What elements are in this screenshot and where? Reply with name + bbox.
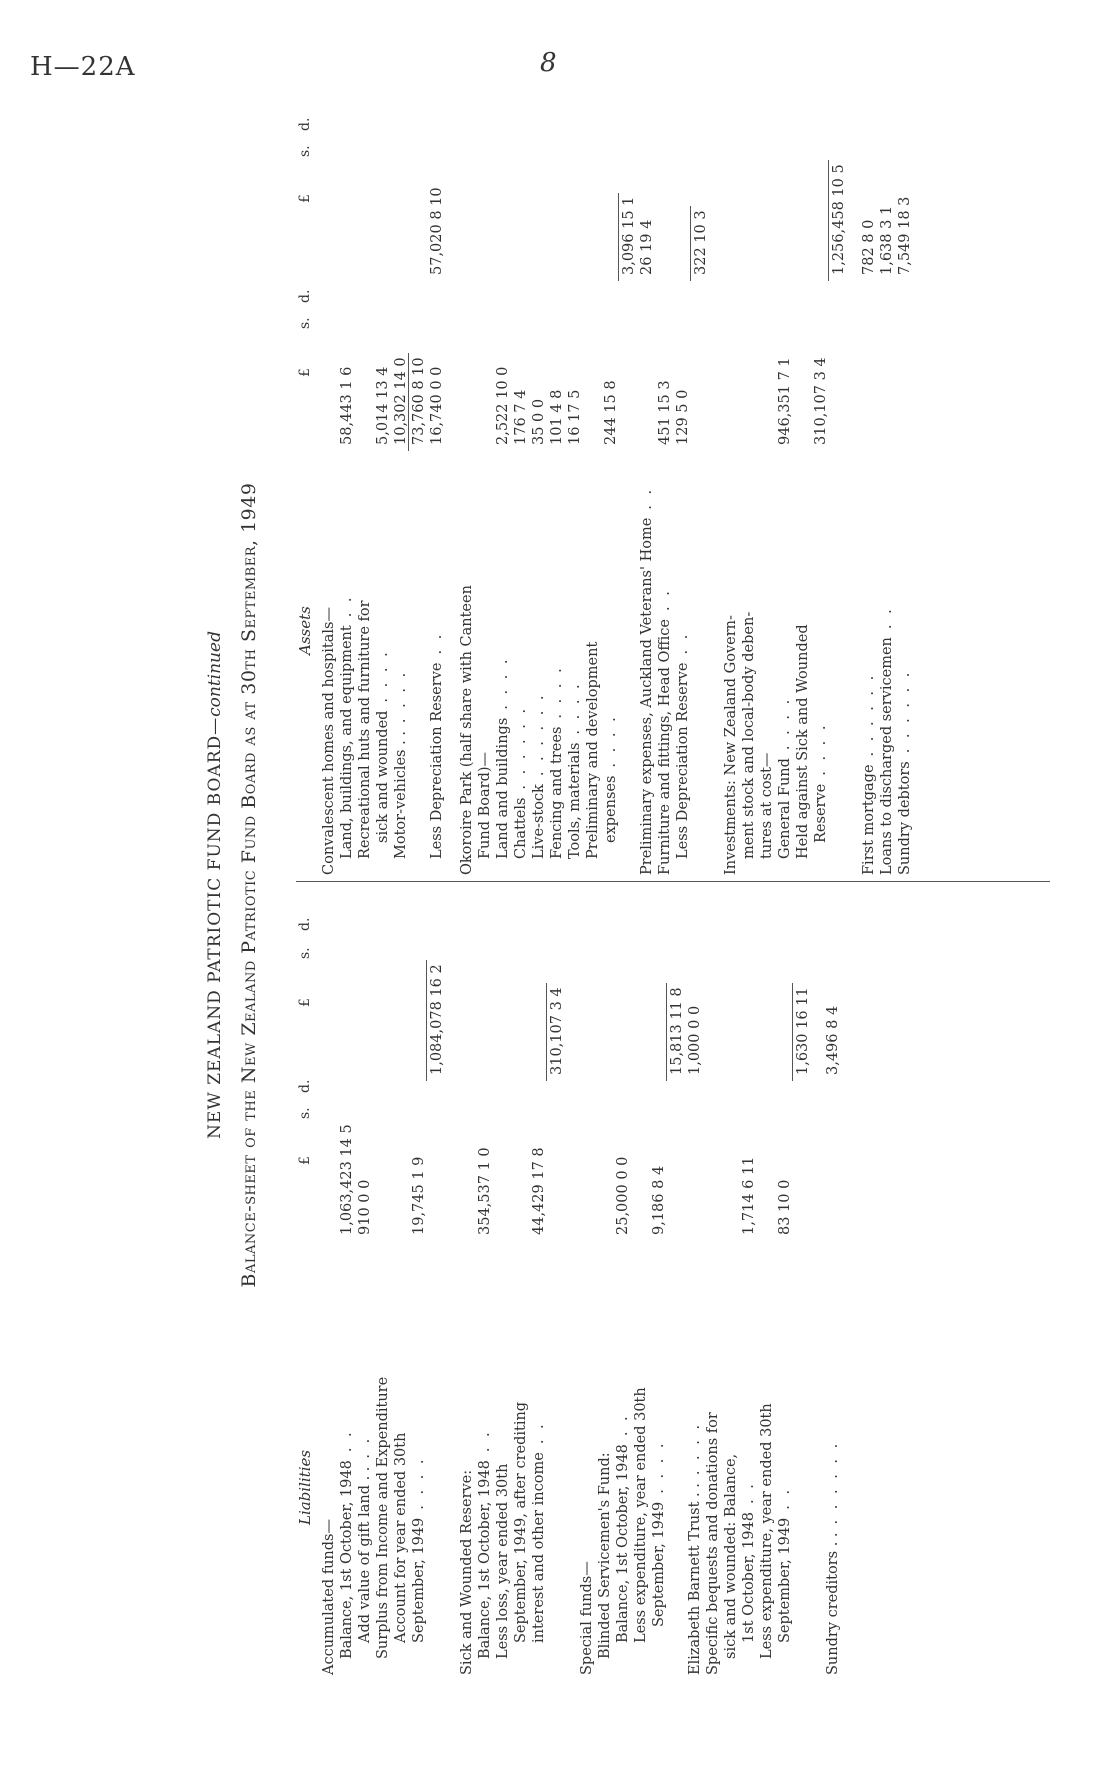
ledger-row bbox=[320, 95, 338, 875]
leader-dots: . . bbox=[639, 486, 655, 510]
row-label: Less Depreciation Reserve bbox=[429, 662, 445, 859]
row-label: Reserve bbox=[813, 783, 829, 843]
inner-amount: 16 17 5 bbox=[567, 389, 583, 445]
outer-amount: 7,549 18 3 bbox=[897, 196, 913, 275]
leader-dots: . . bbox=[477, 1429, 493, 1453]
outer-pence-head: d. bbox=[297, 917, 313, 931]
leader-dots: . . bbox=[879, 606, 895, 630]
outer-shillings-head: s. bbox=[297, 145, 313, 157]
ledger-row bbox=[374, 889, 392, 1675]
ledger-row bbox=[494, 889, 512, 1675]
ledger-row bbox=[356, 889, 374, 1675]
leader-dots: . . . . bbox=[393, 669, 409, 724]
leader-dots: . . . . bbox=[813, 722, 829, 776]
row-label: September, 1949 bbox=[777, 1517, 793, 1643]
inner-amount: 83 10 0 bbox=[777, 1179, 793, 1235]
leader-dots: . . . . bbox=[411, 1456, 427, 1510]
row-label: interest and other income bbox=[531, 1452, 547, 1643]
row-label: Balance, 1st October, 1948 bbox=[615, 1444, 631, 1643]
inner-amount: 310,107 3 4 bbox=[813, 357, 829, 445]
row-label: First mortgage bbox=[861, 764, 877, 875]
ledger-row bbox=[512, 889, 530, 1675]
leader-dots: . . . . bbox=[375, 649, 391, 703]
ledger-row bbox=[722, 95, 740, 875]
inner-amount: 5,014 13 4 bbox=[375, 366, 391, 445]
ledger-row bbox=[824, 889, 842, 1675]
row-label: Special funds— bbox=[579, 1561, 595, 1675]
sheet-title: Balance-sheet of the New Zealand Patriotic Fund Board as at 30th September, 1949 bbox=[238, 482, 260, 1288]
row-label: sick and wounded: Balance, bbox=[723, 1453, 739, 1659]
inner-amount: 16,740 0 0 bbox=[429, 366, 445, 445]
leader-dots: . . . . bbox=[567, 681, 583, 735]
ledger-row bbox=[410, 95, 428, 875]
ledger-row bbox=[584, 95, 602, 875]
row-label: Fencing and trees bbox=[549, 726, 565, 859]
inner-amount: 354,537 1 0 bbox=[477, 1147, 493, 1235]
ledger-row bbox=[704, 889, 722, 1675]
row-label: Blinded Servicemen's Fund: bbox=[597, 1452, 613, 1659]
ledger-row bbox=[686, 889, 704, 1675]
row-label: Recreational huts and furniture for bbox=[357, 600, 373, 859]
row-label: 1st October, 1948 bbox=[741, 1512, 757, 1643]
row-label: Preliminary expenses, Auckland Veterans' Home bbox=[639, 517, 655, 875]
inner-amount: 25,000 0 0 bbox=[615, 1156, 631, 1235]
row-label: sick and wounded bbox=[375, 710, 391, 843]
ledger-row bbox=[320, 889, 338, 1675]
row-label: Accumulated funds— bbox=[321, 1519, 337, 1675]
leader-dots: . . bbox=[339, 1429, 355, 1453]
liabilities-heading: Liabilities bbox=[296, 1449, 314, 1525]
row-label: Sundry creditors . . bbox=[825, 1532, 841, 1675]
ledger-row bbox=[668, 889, 686, 1675]
ledger-row bbox=[740, 889, 758, 1675]
row-label: Account for year ended 30th bbox=[393, 1432, 409, 1643]
ledger-row bbox=[428, 889, 446, 1675]
outer-amount: 3,496 8 4 bbox=[825, 1005, 841, 1075]
leader-dots: . . bbox=[675, 631, 691, 655]
ledger-row bbox=[878, 95, 896, 875]
row-label: Specific bequests and donations for bbox=[705, 1412, 721, 1675]
outer-amount: 26 19 4 bbox=[639, 219, 655, 275]
inner-shillings-head: s. bbox=[297, 317, 313, 329]
outer-pound-head: £ bbox=[297, 194, 313, 203]
ledger-row bbox=[620, 95, 638, 875]
ledger-row bbox=[638, 95, 656, 875]
outer-amount: 1,638 3 1 bbox=[879, 205, 895, 275]
ledger-row bbox=[896, 95, 914, 875]
leader-dots: . . . . bbox=[549, 665, 565, 719]
row-label: tures at cost— bbox=[759, 752, 775, 859]
outer-amount: 310,107 3 4 bbox=[549, 987, 565, 1075]
row-label: Fund Board)— bbox=[477, 751, 493, 859]
row-label: General Fund bbox=[777, 758, 793, 859]
ledger-row bbox=[722, 889, 740, 1675]
row-label: September, 1949 bbox=[651, 1501, 667, 1627]
row-label: September, 1949, after crediting bbox=[513, 1401, 529, 1643]
leader-dots: . . bbox=[777, 1486, 793, 1510]
row-label: Land and buildings bbox=[495, 717, 511, 859]
leader-dots: . . bbox=[357, 1435, 373, 1459]
outer-amount: 1,630 16 11 bbox=[795, 987, 811, 1075]
row-label: Convalescent homes and hospitals— bbox=[321, 607, 337, 875]
page-reference: H—22A bbox=[30, 52, 136, 82]
leader-dots: . . bbox=[657, 588, 673, 611]
liabilities-rows bbox=[320, 889, 842, 1675]
inner-amount: 44,429 17 8 bbox=[531, 1147, 547, 1235]
row-label: Sick and Wounded Reserve: bbox=[459, 1469, 475, 1675]
ledger-row bbox=[548, 95, 566, 875]
row-label: Chattels bbox=[513, 797, 529, 859]
inner-amount: 101 4 8 bbox=[549, 389, 565, 445]
ledger-row bbox=[338, 95, 356, 875]
ledger-row bbox=[794, 889, 812, 1675]
ledger-row bbox=[566, 95, 584, 875]
inner-shillings-head: s. bbox=[297, 1107, 313, 1119]
outer-amount: 15,813 11 8 bbox=[669, 987, 685, 1075]
row-label: Live-stock bbox=[531, 784, 547, 859]
ledger-row bbox=[428, 95, 446, 875]
inner-amount: 129 5 0 bbox=[675, 389, 691, 445]
outer-pound-head: £ bbox=[297, 998, 313, 1007]
ledger-row bbox=[758, 889, 776, 1675]
row-label: Held against Sick and Wounded bbox=[795, 624, 811, 859]
leader-dots: . . bbox=[429, 631, 445, 655]
ledger-row bbox=[476, 889, 494, 1675]
leader-dots: . . . . . . bbox=[513, 705, 529, 790]
leader-dots: . . bbox=[531, 1421, 547, 1445]
leader-dots: . . . . bbox=[651, 1440, 667, 1494]
inner-amount: 73,760 8 10 bbox=[411, 357, 427, 445]
leader-dots: . . . . bbox=[495, 656, 511, 710]
ledger-row bbox=[494, 95, 512, 875]
inner-pound-head: £ bbox=[297, 368, 313, 377]
ledger-row bbox=[692, 95, 710, 875]
page-number: 8 bbox=[540, 48, 557, 78]
liabilities-header bbox=[296, 889, 320, 1675]
ledger-row bbox=[476, 95, 494, 875]
ledger-row bbox=[548, 889, 566, 1675]
assets-section bbox=[296, 95, 1060, 875]
leader-dots: . . . . bbox=[603, 714, 619, 768]
ledger-row bbox=[512, 95, 530, 875]
ledger-row bbox=[860, 95, 878, 875]
inner-amount: 35 0 0 bbox=[531, 398, 547, 445]
ledger-row bbox=[374, 95, 392, 875]
money-column-heads bbox=[296, 95, 318, 875]
ledger-row bbox=[614, 889, 632, 1675]
inner-amount: 176 7 4 bbox=[513, 389, 529, 445]
ledger-row bbox=[578, 889, 596, 1675]
ledger-row bbox=[458, 889, 476, 1675]
inner-amount: 19,745 1 9 bbox=[411, 1156, 427, 1235]
row-label: September, 1949 bbox=[411, 1517, 427, 1643]
row-label: Tools, materials bbox=[567, 742, 583, 859]
ledger-row bbox=[530, 95, 548, 875]
inner-pound-head: £ bbox=[297, 1156, 313, 1165]
row-label: Surplus from Income and Expenditure bbox=[375, 1376, 391, 1659]
row-label: expenses bbox=[603, 775, 619, 843]
row-label: Balance, 1st October, 1948 bbox=[477, 1460, 493, 1659]
outer-amount: 57,020 8 10 bbox=[429, 187, 445, 275]
board-title: NEW ZEALAND PATRIOTIC FUND BOARD—continued bbox=[205, 631, 225, 1139]
ledger-row bbox=[656, 95, 674, 875]
outer-amount: 322 10 3 bbox=[693, 210, 709, 275]
leader-dots: . . bbox=[741, 1481, 757, 1504]
assets-heading: Assets bbox=[296, 606, 314, 655]
row-label: Less loss, year ended 30th bbox=[495, 1463, 511, 1659]
inner-amount: 58,443 1 6 bbox=[339, 366, 355, 445]
row-label: Balance, 1st October, 1948 bbox=[339, 1460, 355, 1659]
leader-dots: . . bbox=[339, 594, 355, 618]
assets-header bbox=[296, 95, 320, 875]
inner-amount: 10,302 14 0 bbox=[393, 357, 409, 445]
money-column-heads bbox=[296, 889, 318, 1675]
ledger-row bbox=[740, 95, 758, 875]
inner-amount: 2,522 10 0 bbox=[495, 366, 511, 445]
row-label: Less expenditure, year ended 30th bbox=[633, 1387, 649, 1643]
ledger-row bbox=[392, 95, 410, 875]
ledger-row bbox=[458, 95, 476, 875]
outer-amount: 3,096 15 1 bbox=[621, 196, 637, 275]
row-label: Furniture and fittings, Head Office bbox=[657, 618, 673, 875]
row-label: Okoroire Park (half share with Canteen bbox=[459, 585, 475, 875]
leader-dots: . . . . bbox=[687, 1421, 703, 1476]
outer-amount: 1,000 0 0 bbox=[687, 1005, 703, 1075]
outer-amount: 782 8 0 bbox=[861, 219, 877, 275]
outer-amount: 1,256,458 10 5 bbox=[831, 164, 847, 275]
ledger-row bbox=[776, 95, 794, 875]
ledger-row bbox=[632, 889, 650, 1675]
leader-dots: . . . . . . bbox=[825, 1440, 841, 1525]
column-divider bbox=[296, 881, 1050, 882]
row-label: Sundry debtors bbox=[897, 761, 913, 875]
liabilities-section bbox=[296, 889, 1060, 1675]
ledger-row bbox=[356, 95, 374, 875]
row-label: Add value of gift land . . bbox=[357, 1466, 373, 1643]
row-label: Investments: New Zealand Govern- bbox=[723, 615, 739, 875]
leader-dots: . . bbox=[615, 1413, 631, 1437]
ledger-row bbox=[392, 889, 410, 1675]
row-label: Motor-vehicles . . bbox=[393, 731, 409, 859]
leader-dots: . . . . . . bbox=[861, 672, 877, 757]
inner-amount: 910 0 0 bbox=[357, 1179, 373, 1235]
leader-dots: . . . . . . bbox=[897, 669, 913, 754]
assets-rows bbox=[320, 95, 914, 875]
row-label: Less expenditure, year ended 30th bbox=[759, 1403, 775, 1659]
row-label: Elizabeth Barnett Trust . . bbox=[687, 1483, 703, 1675]
leader-dots: . . . . . . bbox=[531, 692, 547, 777]
outer-amount: 1,084,078 16 2 bbox=[429, 964, 445, 1075]
ledger-row bbox=[794, 95, 812, 875]
ledger-row bbox=[338, 889, 356, 1675]
row-label: Preliminary and development bbox=[585, 641, 601, 859]
inner-amount: 451 15 3 bbox=[657, 380, 673, 445]
inner-amount: 1,714 6 11 bbox=[741, 1156, 757, 1235]
inner-amount: 946,351 7 1 bbox=[777, 357, 793, 445]
inner-amount: 244 15 8 bbox=[603, 380, 619, 445]
row-label: Less Depreciation Reserve bbox=[675, 662, 691, 859]
leader-dots: . . . . bbox=[777, 696, 793, 751]
ledger-row bbox=[596, 889, 614, 1675]
ledger-row bbox=[758, 95, 776, 875]
outer-pence-head: d. bbox=[297, 117, 313, 131]
inner-amount: 9,186 8 4 bbox=[651, 1165, 667, 1235]
row-label: Land, buildings, and equipment bbox=[339, 625, 355, 859]
inner-amount: 1,063,423 14 5 bbox=[339, 1124, 355, 1235]
row-label: Loans to discharged servicemen bbox=[879, 637, 895, 875]
inner-pence-head: d. bbox=[297, 289, 313, 303]
inner-pence-head: d. bbox=[297, 1079, 313, 1093]
outer-shillings-head: s. bbox=[297, 947, 313, 959]
ledger-row bbox=[830, 95, 848, 875]
balance-sheet bbox=[200, 95, 1060, 1675]
row-label: ment stock and local-body deben- bbox=[741, 611, 757, 859]
